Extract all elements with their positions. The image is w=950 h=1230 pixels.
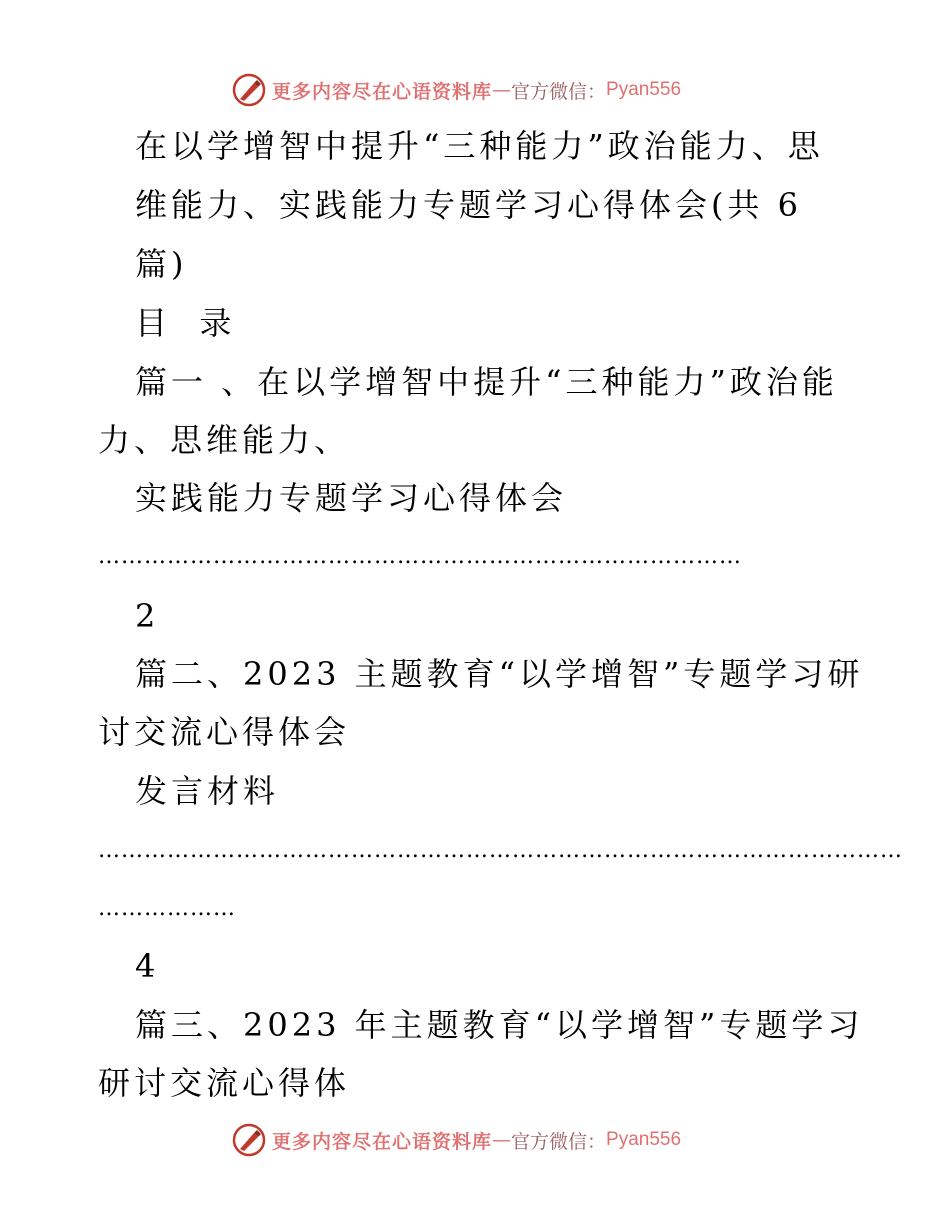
watermark-separator: — (492, 1129, 512, 1151)
wechat-label: 官方微信： (511, 80, 607, 103)
toc-entry-2-leader-2: ……………… (98, 896, 236, 921)
toc-entry-1-line-1: 篇一 、在以学增智中提升“三种能力”政治能 (135, 363, 838, 401)
footer-watermark-banner (232, 1122, 681, 1158)
watermark-separator: — (492, 79, 512, 101)
toc-entry-1-leader: ………………………………………………………………………… (98, 544, 742, 569)
toc-entry-2-line-3: 发言材料 (135, 772, 280, 810)
toc-entry-1-page: 2 (135, 597, 160, 635)
doc-title-line-3: 篇) (135, 245, 188, 283)
toc-entry-2-line-1: 篇二、2023 主题教育“以学增智”专题学习研 (135, 655, 864, 693)
toc-entry-2-line-2: 讨交流心得体会 (98, 713, 351, 751)
pen-logo-icon (232, 1123, 266, 1157)
toc-entry-1-line-3: 实践能力专题学习心得体会 (135, 479, 568, 517)
watermark-text: 更多内容尽在心语资料库 (272, 1130, 493, 1153)
pen-logo-icon (232, 73, 266, 107)
wechat-id: Pyan556 (606, 79, 682, 100)
toc-entry-2-page: 4 (135, 947, 160, 985)
toc-heading: 目 录 (135, 304, 236, 342)
toc-entry-3-line-2: 研讨交流心得体 (98, 1064, 351, 1102)
doc-title-line-2: 维能力、实践能力专题学习心得体会(共 6 (135, 186, 803, 224)
wechat-id: Pyan556 (606, 1129, 682, 1150)
toc-entry-3-line-1: 篇三、2023 年主题教育“以学增智”专题学习 (135, 1006, 864, 1044)
header-watermark-banner (232, 72, 681, 108)
doc-title-line-1: 在以学增智中提升“三种能力”政治能力、思 (135, 127, 824, 165)
watermark-text: 更多内容尽在心语资料库 (272, 80, 493, 103)
toc-entry-2-leader-1: …………………………………………………………………………………………… (98, 838, 903, 863)
toc-entry-1-line-2: 力、思维能力、 (98, 421, 351, 459)
wechat-label: 官方微信： (511, 1130, 607, 1153)
